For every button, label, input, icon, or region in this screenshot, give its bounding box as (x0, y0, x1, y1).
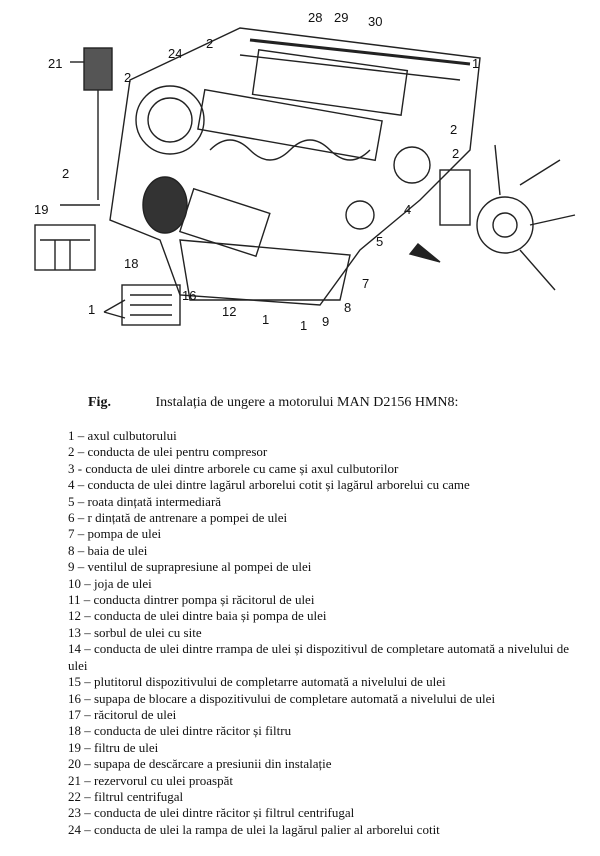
callout-28: 28 (308, 10, 323, 25)
compressor-drawing (440, 170, 470, 225)
legend-item: 11 – conducta dintrer pompa și răcitorul de ulei (68, 592, 315, 608)
legend-item: 23 – conducta de ulei dintre răcitor și filtrul centrifugal (68, 805, 355, 821)
legend-item: 18 – conducta de ulei dintre răcitor și filtru (68, 723, 292, 739)
callout-21: 21 (48, 56, 63, 71)
crankshaft-drawing (210, 140, 370, 160)
callout-4: 4 (404, 202, 412, 217)
legend-item: 8 – baia de ulei (68, 542, 148, 558)
legend-item: 19 – filtru de ulei (68, 739, 159, 755)
figure-label: Fig. (88, 395, 111, 410)
figure-caption (88, 395, 458, 411)
fan-drawing (477, 197, 533, 253)
callout-16: 16 (182, 288, 197, 303)
legend-item: 17 – răcitorul de ulei (68, 706, 177, 722)
callout-1-bottom-a: 1 (262, 312, 270, 327)
callout-2b: 2 (124, 70, 132, 85)
figure-title: Instalația de ungere a motorului MAN D2156 HMN8: (155, 395, 459, 410)
legend-item: 5 – roata dințată intermediară (68, 493, 222, 509)
legend-item: 12 – conducta de ulei dintre baia și pompa de ulei (68, 608, 327, 624)
engine-block-drawing (110, 28, 480, 305)
legend-item: 13 – sorbul de ulei cu site (68, 624, 202, 640)
legend-item: 6 – r dințată de antrenare a pompei de ulei (68, 510, 288, 526)
flywheel-drawing (136, 86, 204, 154)
oil-reservoir-drawing (84, 48, 112, 90)
callout-9: 9 (322, 314, 330, 329)
callout-24: 24 (168, 46, 183, 61)
legend-item: 16 – supapa de blocare a dispozitivului de completare automată a nivelului de ulei (68, 690, 496, 706)
callout-5: 5 (376, 234, 384, 249)
legend-item: 14 – conducta de ulei dintre rrampa de ulei și dispozitivul de completare automată a nivelului de ulei (68, 641, 570, 673)
callout-1-left: 1 (88, 302, 96, 317)
legend-item: 2 – conducta de ulei pentru compresor (68, 444, 268, 460)
oil-filter-drawing (35, 225, 95, 270)
legend-item: 3 - conducta de ulei dintre arborele cu came și axul culbutorilor (68, 460, 399, 476)
legend-item: 9 – ventilul de suprapresiune al pompei de ulei (68, 559, 312, 575)
legend-item: 10 – joja de ulei (68, 575, 152, 591)
callout-8: 8 (344, 300, 352, 315)
legend-item: 20 – supapa de descărcare a presiunii din instalație (68, 756, 332, 772)
callout-19: 19 (34, 202, 49, 217)
callout-7: 7 (362, 276, 370, 291)
engine-lubrication-diagram (0, 0, 600, 340)
callout-1-bottom-b: 1 (300, 318, 308, 333)
callout-2a: 2 (206, 36, 214, 51)
legend-item: 22 – filtrul centrifugal (68, 788, 184, 804)
legend-list (68, 428, 588, 838)
legend-item: 24 – conducta de ulei la rampa de ulei la lagărul palier al arborelui cotit (68, 821, 440, 837)
legend-item: 15 – plutitorul dispozitivului de completarre automată a nivelului de ulei (68, 674, 446, 690)
callout-18: 18 (124, 256, 139, 271)
callout-2e: 2 (452, 146, 460, 161)
legend-item: 1 – axul culbutorului (68, 428, 177, 443)
callout-1-top: 1 (472, 56, 480, 71)
callout-29: 29 (334, 10, 349, 25)
legend-item: 4 – conducta de ulei dintre lagărul arborelui cotit și lagărul arborelui cu came (68, 477, 470, 493)
callout-30: 30 (368, 14, 383, 29)
callout-2c: 2 (62, 166, 70, 181)
oil-pan-drawing (180, 240, 350, 300)
legend-item: 21 – rezervorul cu ulei proaspăt (68, 772, 233, 788)
legend-item: 7 – pompa de ulei (68, 526, 162, 542)
callout-2d: 2 (450, 122, 458, 137)
callout-12: 12 (222, 304, 237, 319)
